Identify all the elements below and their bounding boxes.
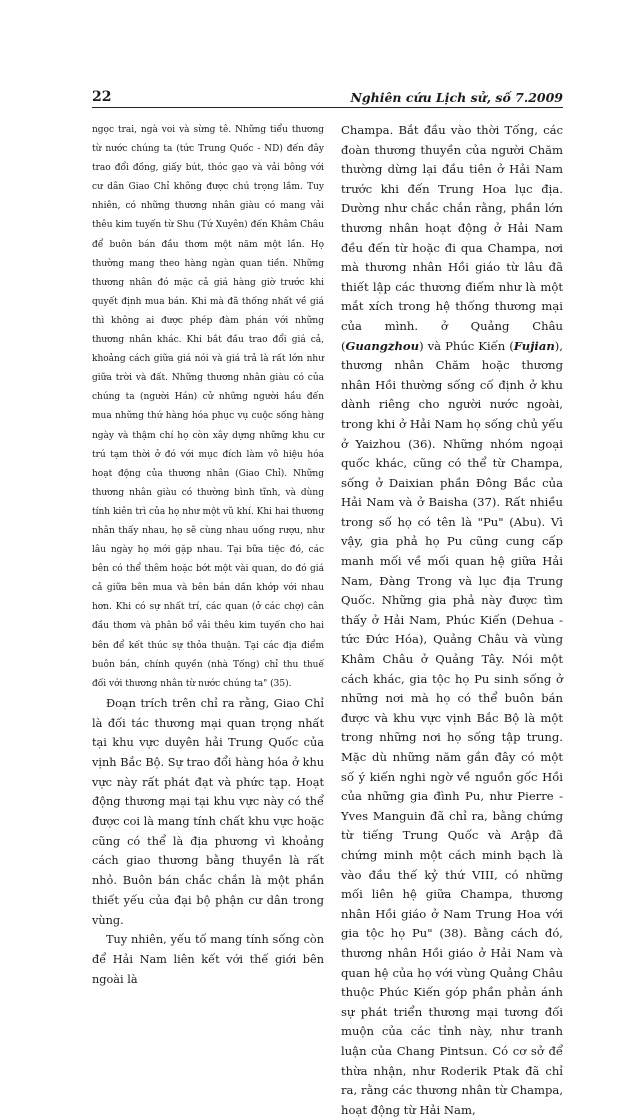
paragraph (341, 121, 563, 1120)
text-run: ), thương nhân Chăm hoặc thương nhân Hồi thường sống cố định ở khu dành riêng cho người nước ngoài, trong khi ở Hải Nam họ sống chủ yếu ở Yaizhou (36). Những nhóm ngoại quốc khác, cũng có thể từ Champa, sống ở Daixian phần Đông Bắc của Hải Nam và ở Baisha (37). Rất nhiều trong số họ có tên là "Pu" (Abu). Vì vậy, gia phả họ Pu cũng cung cấp manh mối về mối quan hệ giữa Hải Nam, Đàng Trong và lục địa Trung Quốc. Những gia phả này được tìm thấy ở Hải Nam, Phúc Kiến (Dehua - tức Đức Hóa), Quảng Châu và vùng Khâm Châu ở Quảng Tây. Nói một cách khác, gia tộc họ Pu sinh sống ở những nơi mà họ có thể buôn bán được và khu vực vịnh Bắc Bộ là một trong những nơi họ sống tập trung. Mặc dù những năm gần đây có một số ý kiến nghi ngờ về nguồn gốc Hồi của những gia đình Pu, như Pierre - Yves Manguin đã chỉ ra, bằng chứng từ tiếng Trung Quốc và Arập đã chứng minh một cách minh bạch là vào đầu thế kỷ thứ VIII, có những mối liên hệ giữa Champa, thương nhân Hồi giáo ở Nam Trung Hoa với gia tộc họ Pu" (38). Bằng cách đó, thương nhân Hồi giáo ở Hải Nam và quan hệ của họ với vùng Quảng Châu thuộc Phúc Kiến góp phần phản ánh sự phát triển thương mại tương đối muộn của các tỉnh này, như tranh luận của Chang Pintsun. Có cơ sở để thừa nhận, như Roderik Ptak đã chỉ ra, rằng các thương nhân từ Champa, hoạt động từ Hải Nam, (341, 338, 563, 1117)
text-run: ) và Phúc Kiến ( (419, 338, 514, 353)
journal-title: Nghiên cứu Lịch sử, số 7.2009 (350, 90, 563, 105)
page-number: 22 (92, 89, 112, 105)
left-column (92, 121, 324, 989)
right-column (341, 121, 563, 1120)
italic-term: Guangzhou (345, 338, 420, 353)
italic-term: Fujian (513, 338, 555, 353)
paragraph: Đoạn trích trên chỉ ra rằng, Giao Chỉ là đối tác thương mại quan trọng nhất tại khu vực duyên hải Trung Quốc của vịnh Bắc Bộ. Sự trao đổi hàng hóa ở khu vực này rất phát đạt và phức tạp. Hoạt động thương mại tại khu vực này có thể được coi là mang tính chất khu vực hoặc cũng có thể là địa phương vì khoảng cách giao thương bằng thuyền là rất nhỏ. Buôn bán chắc chắn là một phần thiết yếu của đại bộ phận cư dân trong vùng. (92, 696, 324, 927)
text-run: Champa. Bắt đầu vào thời Tống, các đoàn thương thuyền của người Chăm thường dừng lại đầu tiên ở Hải Nam trước khi đến Trung Hoa lục địa. Dường như chắc chắn rằng, phần lớn thương nhân hoạt động ở Hải Nam đều đến từ hoặc đi qua Champa, nơi mà thương nhân Hồi giáo từ lâu đã thiết lập các thương điếm như là một mắt xích trong hệ thống thương mại của mình. ở Quảng Châu ( (341, 123, 563, 353)
page-header (92, 87, 563, 108)
block-quote: ngọc trai, ngà voi và sừng tê. Những tiểu thương từ nước chúng ta (tức Trung Quốc - ND) đến đây trao đổi đồng, giấy bút, thóc gạo và vải bông với cư dân Giao Chỉ không được chú trọng lắm. Tuy nhiên, có những thương nhân giàu có mang vải thêu kim tuyến từ Shu (Tứ Xuyên) đến Khâm Châu để buôn bán đầu thơm một năm một lần. Họ thường mang theo hàng ngàn quan tiền. Những thương nhân đó mặc cả giá hàng giờ trước khi quyết định mua bán. Khi mà đã thống nhất về giá thì không ai được phép đàm phán với những thương nhân khác. Khi bắt đầu trao đổi giá cả, khoảng cách giữa giá nói và giá trả là rất lớn như giữa trời và đất. Những thương nhân giàu có của chúng ta (người Hán) cử những người hầu đến mua những thứ hàng hóa phục vụ cuộc sống hàng ngày và thậm chí họ còn xây dựng những khu cư trú tạm thời ở đó với mục đích làm vô hiệu hóa hoạt động của thương nhân (Giao Chỉ). Những thương nhân giàu có thường bình tĩnh, và dùng tính kiên trì của họ như một vũ khí. Khi hai thương nhân thấy nhau, họ sẽ cùng nhau uống rượu, như lâu ngày họ mới gặp nhau. Tại bữa tiệc đó, các bên có thể thêm hoặc bớt một vài quan, do đó giá cả giữa bên mua và bên bán dần khớp với nhau hơn. Khi có sự nhất trí, các quan (ở các chợ) cân đầu thơm và phân bổ vải thêu kim tuyến cho hai bên để kết thúc sự thỏa thuận. Tại các địa điểm buôn bán, chính quyền (nhà Tống) chỉ thu thuế đối với thương nhân từ nước chúng ta" (35). (92, 125, 324, 689)
paragraph: Tuy nhiên, yếu tố mang tính sống còn để Hải Nam liên kết với thế giới bên ngoài là (92, 933, 324, 986)
